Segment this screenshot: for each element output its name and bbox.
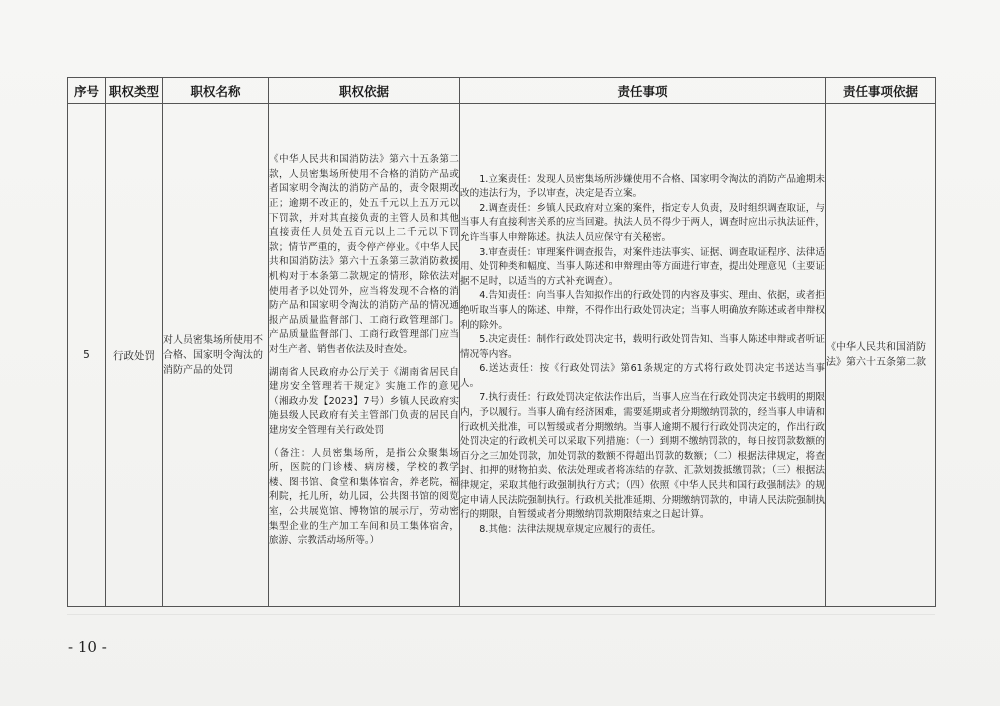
- page-number: - 10 -: [68, 638, 107, 656]
- basis-note-text: （备注：人员密集场所，是指公众聚集场所，医院的门诊楼、病房楼，学校的教学楼、图书馆、食堂和集体宿舍，养老院，福利院，托儿所，幼儿园，公共图书馆的阅览室，公共展览馆、博物馆的展示厅，劳动密集型企业的生产加工车间和员工集体宿舍，旅游、宗教活动场所等。）: [269, 447, 459, 547]
- table-header-row: [68, 78, 936, 104]
- row-duties: [460, 104, 826, 607]
- header-index: 序号: [68, 78, 106, 104]
- header-duty-basis: 责任事项依据: [826, 78, 936, 104]
- duty-item: 6.送达责任：按《行政处罚法》第61条规定的方式将行政处罚决定书送达当事人。: [460, 363, 825, 389]
- row-name: 对人员密集场所使用不合格、国家明令淘汰的消防产品的处罚: [163, 104, 269, 607]
- row-duty-basis: 《中华人民共和国消防法》第六十五条第二款: [826, 104, 936, 607]
- duty-item: 1.立案责任：发现人员密集场所涉嫌使用不合格、国家明令淘汰的消防产品逾期未改的违法行为，予以审查，决定是否立案。: [460, 173, 825, 200]
- header-type: 职权类型: [106, 78, 163, 104]
- row-type: 行政处罚: [106, 104, 163, 607]
- bleed-through-row: [67, 614, 935, 637]
- duty-item: 4.告知责任：向当事人告知拟作出的行政处罚的内容及事实、理由、依据，或者拒绝听取当事人的陈述、申辩，不得作出行政处罚决定；当事人明确放弃陈述或者申辩权利的除外。: [460, 290, 825, 331]
- basis-provincial-text: 湖南省人民政府办公厅关于《湖南省居民自建房安全管理若干规定》实施工作的意见（湘政办发【2023】7号）乡镇人民政府实施县级人民政府有关主管部门负责的居民自建房安全管理有关行政处罚: [269, 366, 459, 436]
- duty-item: 3.审查责任：审理案件调查报告，对案件违法事实、证据、调查取证程序、法律适用、处罚种类和幅度、当事人陈述和申辩理由等方面进行审查，提出处理意见（主要证据不足时，以适当的方式补充调查）。: [460, 246, 825, 287]
- duty-item: 7.执行责任：行政处罚决定依法作出后，当事人应当在行政处罚决定书载明的期限内，予以履行。当事人确有经济困难，需要延期或者分期缴纳罚款的，经当事人申请和行政机关批准，可以暂缓或者分期缴纳。当事人逾期不履行行政处罚决定的，作出行政处罚决定的行政机关可以采取下列措施：（一）到期不缴纳罚款的，每日按罚款数额的百分之三加处罚款，加处罚款的数额不得超出罚款的数额；（二）根据法律规定，将查封、扣押的财物拍卖、依法处理或者将冻结的存款、汇款划拨抵缴罚款；（三）根据法律规定，采取其他行政强制执行方式；（四）依照《中华人民共和国行政强制法》的规定申请人民法院强制执行。行政机关批准延期、分期缴纳罚款的，申请人民法院强制执行的期限，自暂缓或者分期缴纳罚款期限结束之日起计算。: [460, 392, 825, 521]
- responsibility-table: [67, 77, 936, 607]
- duty-item: 5.决定责任：制作行政处罚决定书，载明行政处罚告知、当事人陈述申辩或者听证情况等内容。: [460, 334, 825, 360]
- row-basis: [269, 104, 460, 607]
- basis-law-text: 《中华人民共和国消防法》第六十五条第二款，人员密集场所使用不合格的消防产品或者国家明令淘汰的消防产品的，责令限期改正；逾期不改正的，处五千元以上五万元以下罚款，并对其直接负责的主管人员和其他直接责任人员处五百元以上二千元以下罚款；情节严重的，责令停产停业。《中华人民共和国消防法》第六十五条第三款消防救援机构对于本条第二款规定的情形，除依法对使用者予以处罚外，应当将发现不合格的消防产品和国家明令淘汰的消防产品的情况通报产品质量监督部门、工商行政管理部门。产品质量监督部门、工商行政管理部门应当对生产者、销售者依法及时查处。: [269, 154, 459, 355]
- header-duties: 责任事项: [460, 78, 826, 104]
- table-row: [68, 104, 936, 607]
- row-index: 5: [68, 104, 106, 607]
- duty-item: 2.调查责任：乡镇人民政府对立案的案件，指定专人负责，及时组织调查取证，与当事人有直接利害关系的应当回避。执法人员不得少于两人，调查时应出示执法证件，允许当事人申辩陈述。执法人员应保守有关秘密。: [460, 202, 825, 243]
- header-basis: 职权依据: [269, 78, 460, 104]
- header-name: 职权名称: [163, 78, 269, 104]
- duty-item: 8.其他：法律法规规章规定应履行的责任。: [479, 523, 662, 535]
